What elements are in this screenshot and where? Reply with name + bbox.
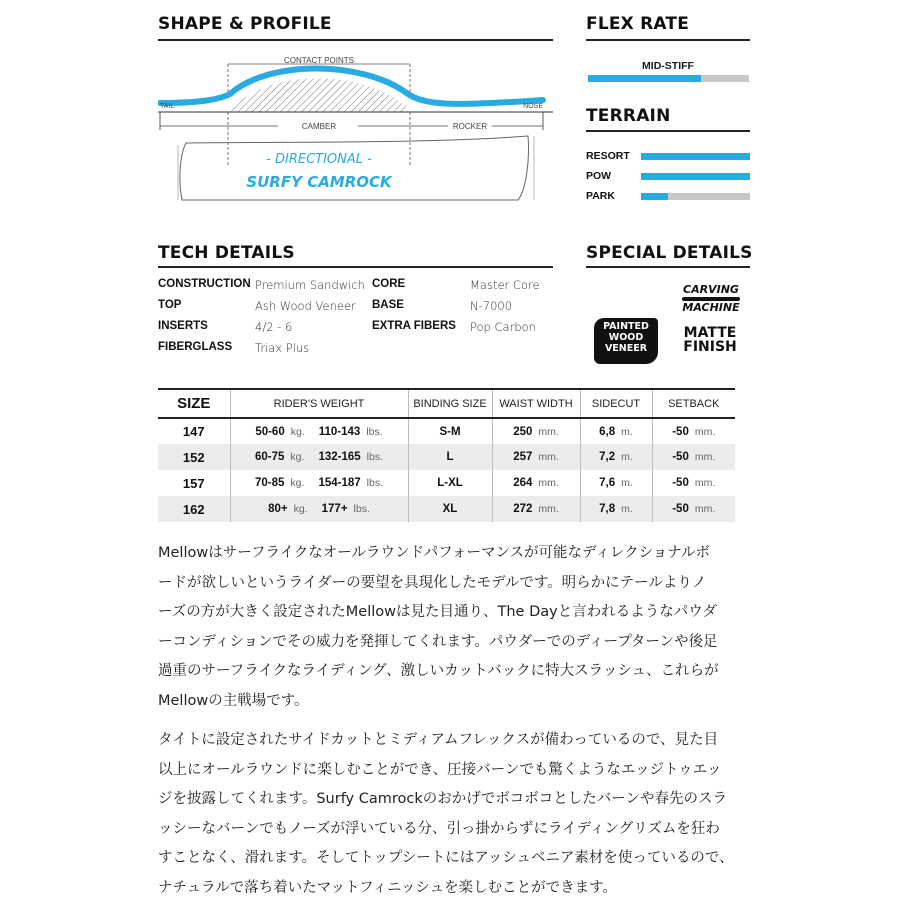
tech-row: CONSTRUCTION Premium Sandwich [158,278,365,292]
tech-row: TOP Ash Wood Veneer [158,299,356,313]
tail-label: TAIL [160,103,175,110]
tech-details-title: TECH DETAILS [158,243,295,263]
sidecut-cell: 7,6 m. [580,470,652,496]
terrain-bar-fill [641,173,750,180]
terrain-bar-fill [641,153,750,160]
binding-cell: XL [408,496,492,522]
size-cell: 147 [182,424,205,439]
terrain-title: TERRAIN [586,106,671,126]
carving-machine-badge: CARVING MACHINE [682,283,740,314]
shape-profile-rule [158,39,553,41]
nose-label: NOSE [523,103,543,110]
weight-cell: 70-85 kg. 154-187 lbs. [230,470,408,496]
contact-points-label: CONTACT POINTS [284,56,354,65]
size-table [158,390,735,522]
shape-profile-title: SHAPE & PROFILE [158,14,332,34]
board-profile-diagram [158,50,553,210]
waist-cell: 250 mm. [492,418,580,444]
setback-cell: -50 mm. [652,418,735,444]
sidecut-cell: 7,8 m. [580,496,652,522]
terrain-bar-track [641,193,750,200]
waist-cell: 272 mm. [492,496,580,522]
binding-size-header: BINDING SIZE [408,390,492,418]
size-cell: 162 [158,496,230,522]
terrain-bar-track [641,153,750,160]
terrain-item-resort: RESORT [586,146,750,166]
sidecut-cell: 7,2 m. [580,444,652,470]
flex-rate-rule [586,39,750,41]
tech-row: FIBERGLASS Triax Plus [158,341,310,355]
camber-label: CAMBER [301,122,337,131]
special-details-title: SPECIAL DETAILS [586,243,753,263]
size-table-header [158,390,735,418]
table-row [158,444,735,470]
sidecut-header: SIDECUT [580,390,652,418]
tech-details-rule [158,266,553,268]
binding-cell: L-XL [408,470,492,496]
tech-row: BASE N-7000 [372,299,513,313]
terrain-item-park: PARK [586,186,750,206]
terrain-bar-fill [641,193,668,200]
size-cell: 152 [158,444,230,470]
profile-name-label: SURFY CAMROCK [246,173,392,191]
riders-weight-header: RIDER'S WEIGHT [230,390,408,418]
setback-header: SETBACK [652,390,735,418]
terrain-bar-track [641,173,750,180]
flex-rate-title: FLEX RATE [586,14,690,34]
binding-cell: L [408,444,492,470]
binding-cell: S-M [408,418,492,444]
tech-row: CORE Master Core [372,278,540,292]
matte-finish-badge: MATTE FINISH [683,325,737,355]
sidecut-cell: 6,8 m. [580,418,652,444]
special-details-rule [586,266,750,268]
tech-details-right [372,278,540,341]
camber-hatch [230,78,408,112]
weight-cell: 60-75 kg. 132-165 lbs. [230,444,408,470]
terrain-item-pow: POW [586,166,750,186]
terrain-rule [586,130,750,132]
table-row [158,470,735,496]
painted-wood-veneer-badge: PAINTED WOOD VENEER [594,318,658,364]
flex-bar-fill [588,75,701,82]
size-header: SIZE [158,390,230,418]
description-paragraph-1: Mellowはサーフライクなオールラウンドパフォーマンスが可能なディレクショナルボ ードが欲しいというライダーの要望を具現化したモデルです。明らかにテールよりノ ーズの方が大きく設定されたMellowは見た目通り、The Dayと言われるようなパウダ ーコンディションでその威力を発揮してくれます。パウダーでのディープターンや後足 過重のサーフライクなライディング、激しいカットバックに特大スラッシュ、これらが Mellowの主戦場です。 [158,545,719,709]
waist-cell: 264 mm. [492,470,580,496]
setback-cell: -50 mm. [652,496,735,522]
table-row [158,496,735,522]
waist-width-header: WAIST WIDTH [492,390,580,418]
weight-cell: 50-60 kg. 110-143 lbs. [230,418,408,444]
setback-cell: -50 mm. [652,470,735,496]
tech-row: INSERTS 4/2 - 6 [158,320,293,334]
size-cell: 157 [182,475,205,491]
rocker-label: ROCKER [452,122,488,131]
waist-cell: 257 mm. [492,444,580,470]
setback-cell: -50 mm. [652,444,735,470]
directional-label: - DIRECTIONAL - [266,152,372,167]
table-row [158,418,735,444]
flex-bar-track [588,75,749,82]
tech-details-left [158,278,365,362]
tech-row: EXTRA FIBERS Pop Carbon [372,320,536,334]
weight-cell: 80+ kg. 177+ lbs. [230,496,408,522]
description-paragraph-2: タイトに設定されたサイドカットとミディアムフレックスが備わっているので、見た目 以上にオールラウンドに楽しむことができ、圧接バーンでも驚くようなエッジトゥエッ ジを披露してくれます。Surfy Camrockのおかげでボコボコとしたバーンや春先のスラ ッシーなバーンでもノーズが浮いている分、引っ掛からずにライディングリズムを狂わ すことなく、滑れます。そしてトップシートにはアッシュベニア素材を使っているので、 ナチュラルで落ち着いたマットフィニッシュを楽しむことができます。 [158,732,734,896]
terrain-list [586,146,750,206]
flex-label: MID-STIFF [642,60,694,72]
